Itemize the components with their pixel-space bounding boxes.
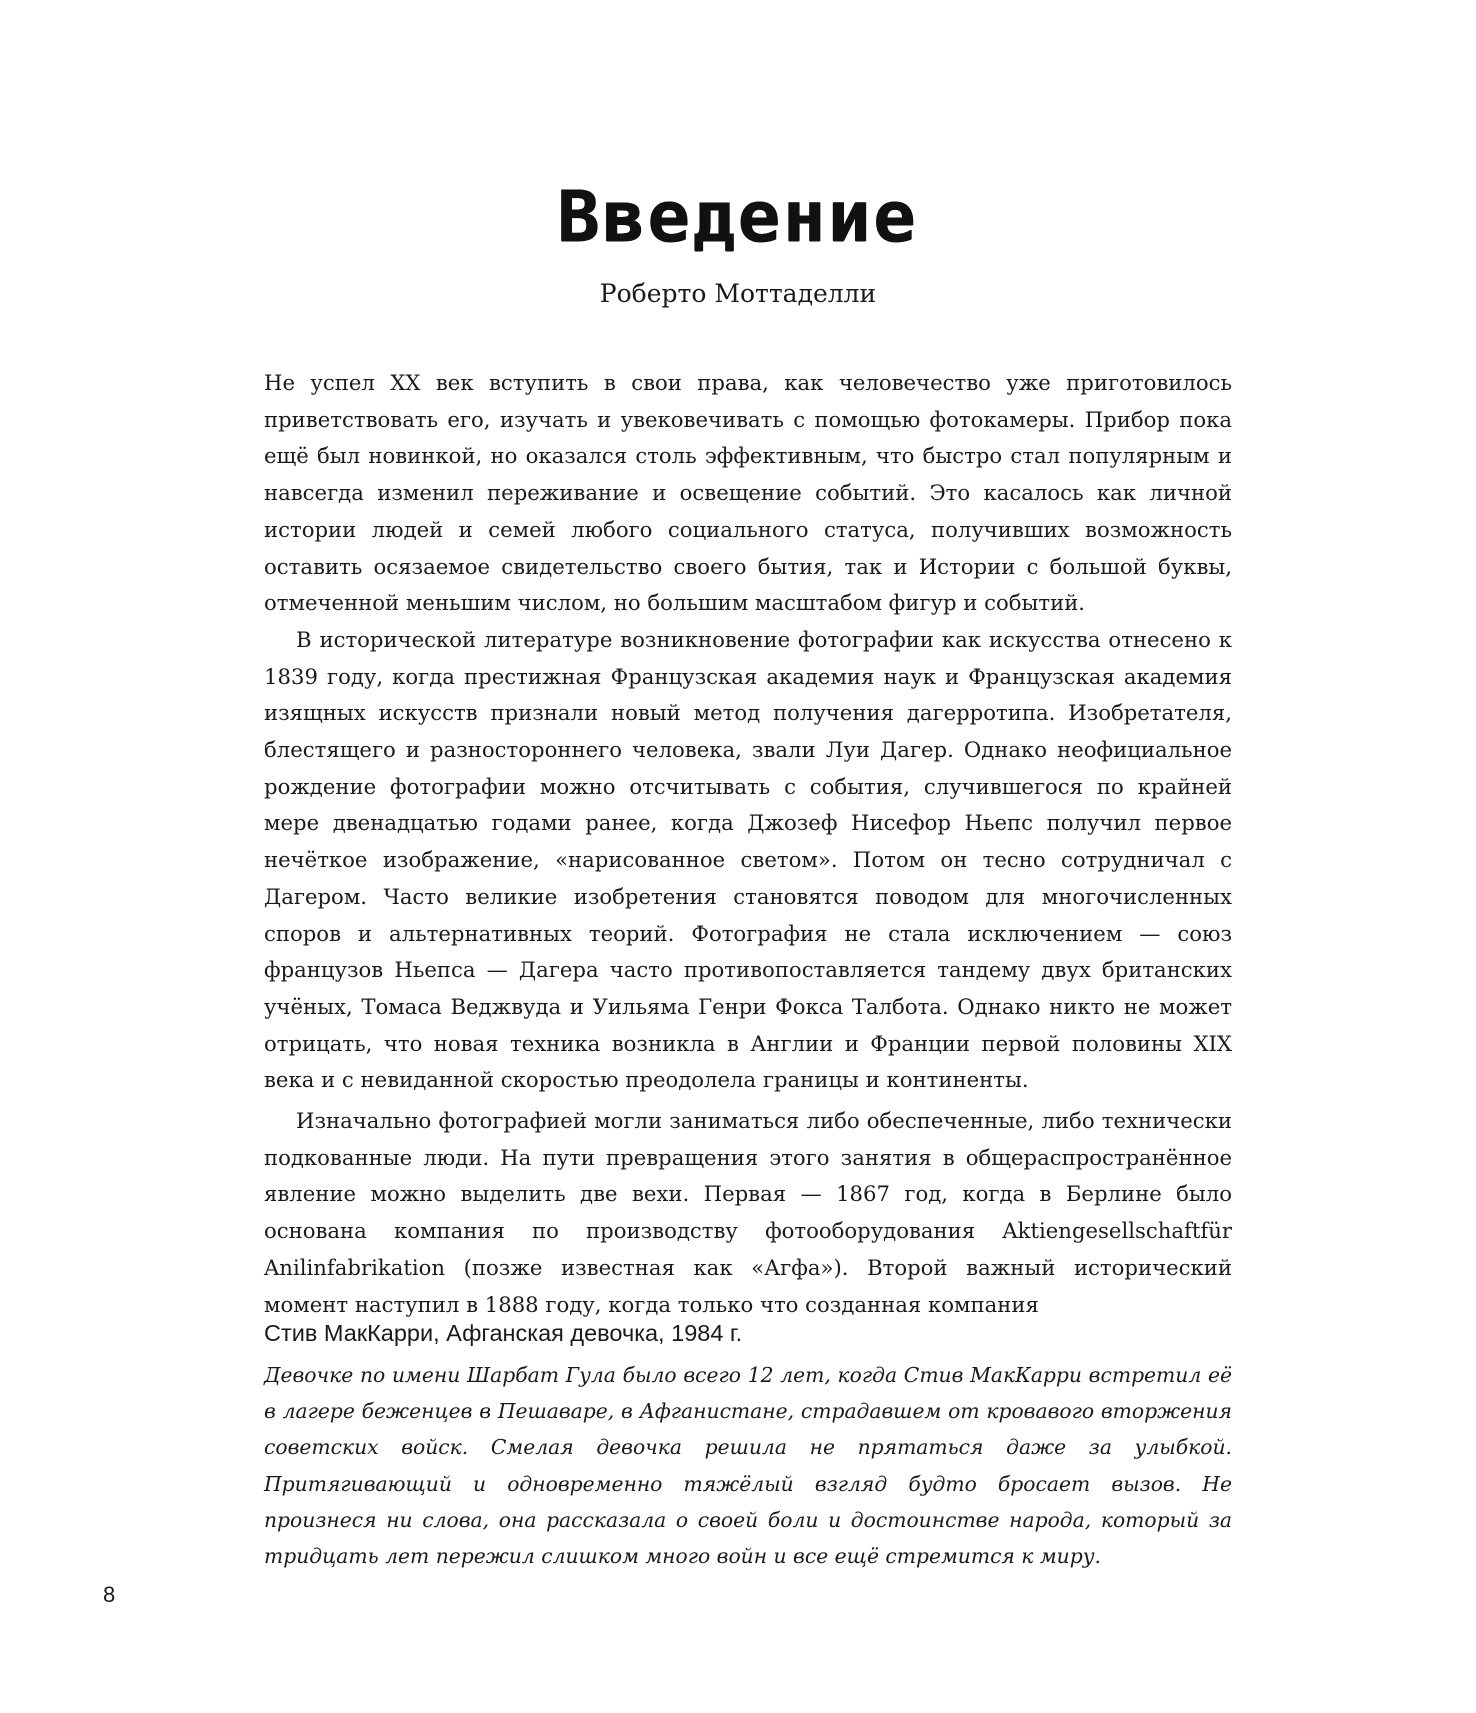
body-paragraph: Не успел XX век вступить в свои права, как человечество уже приготовилось приветствовать его, изучать и увековечивать с помощью фотокамеры. Прибор пока ещё был новинкой, но оказался столь эффективным, что быстро стал популярным и навсегда изменил переживание и освещение событий. Это касалось как личной истории людей и семей любого социального статуса, получивших возможность оставить осязаемое свидетельство своего бытия, так и Истории с большой буквы, отмеченной меньшим числом, но большим масштабом фигур и событий. <box>264 370 1232 616</box>
caption-text: Девочке по имени Шарбат Гула было всего 12 лет, когда Стив МакКарри встретил её в лагере беженцев в Пешаваре, в Афганистане, страдавшем от кровавого вторжения советских войск. Смелая девочка решила не прятаться даже за улыбкой. Притягивающий и одновременно тяжёлый взгляд будто бросает вызов. Не произнеся ни слова, она рассказала о своей боли и достоинстве народа, который за тридцать лет пережил слишком много войн и все ещё стремится к миру. <box>264 1363 1232 1569</box>
page-number: 8 <box>103 1582 116 1607</box>
chapter-author: Роберто Моттаделли <box>599 279 877 308</box>
caption-title: Стив МакКарри, Афганская девочка, 1984 г. <box>264 1320 743 1346</box>
chapter-title: Введение <box>557 176 919 258</box>
body-text <box>264 365 1232 1323</box>
body-paragraph: В исторической литературе возникновение фотографии как искусства отнесено к 1839 году, когда престижная Французская академия наук и Французская академия изящных искусств признали новый метод получения дагерротипа. Изобретателя, блестящего и разностороннего человека, звали Луи Дагер. Однако неофициальное рождение фотографии можно отсчитывать с события, случившегося по крайней мере двенадцатью годами ранее, когда Джозеф Нисефор Ньепс получил первое нечёткое изображение, «нарисованное светом». Потом он тесно сотрудничал с Дагером. Часто великие изобретения становятся поводом для многочисленных споров и альтернативных теорий. Фотография не стала исключением — союз французов Ньепса — Дагера часто противопоставляется тандему двух британских учёных, Томаса Веджвуда и Уильяма Генри Фокса Талбота. Однако никто не может отрицать, что новая техника возникла в Англии и Франции первой половины XIX века и с невиданной скоростью преодолела границы и континенты. <box>264 626 1232 1093</box>
photo-caption <box>264 1315 1232 1574</box>
body-paragraph: Изначально фотографией могли заниматься либо обеспеченные, либо технически подкованные люди. На пути превращения этого занятия в общераспространённое явление можно выделить две вехи. Первая — 1867 год, когда в Берлине было основана компания по производству фотооборудования Aktiengesellschaftfür Anilinfabrikation (позже известная как «Агфа»). Второй важный исторический момент наступил в 1888 году, когда только что созданная компания <box>264 1108 1232 1317</box>
